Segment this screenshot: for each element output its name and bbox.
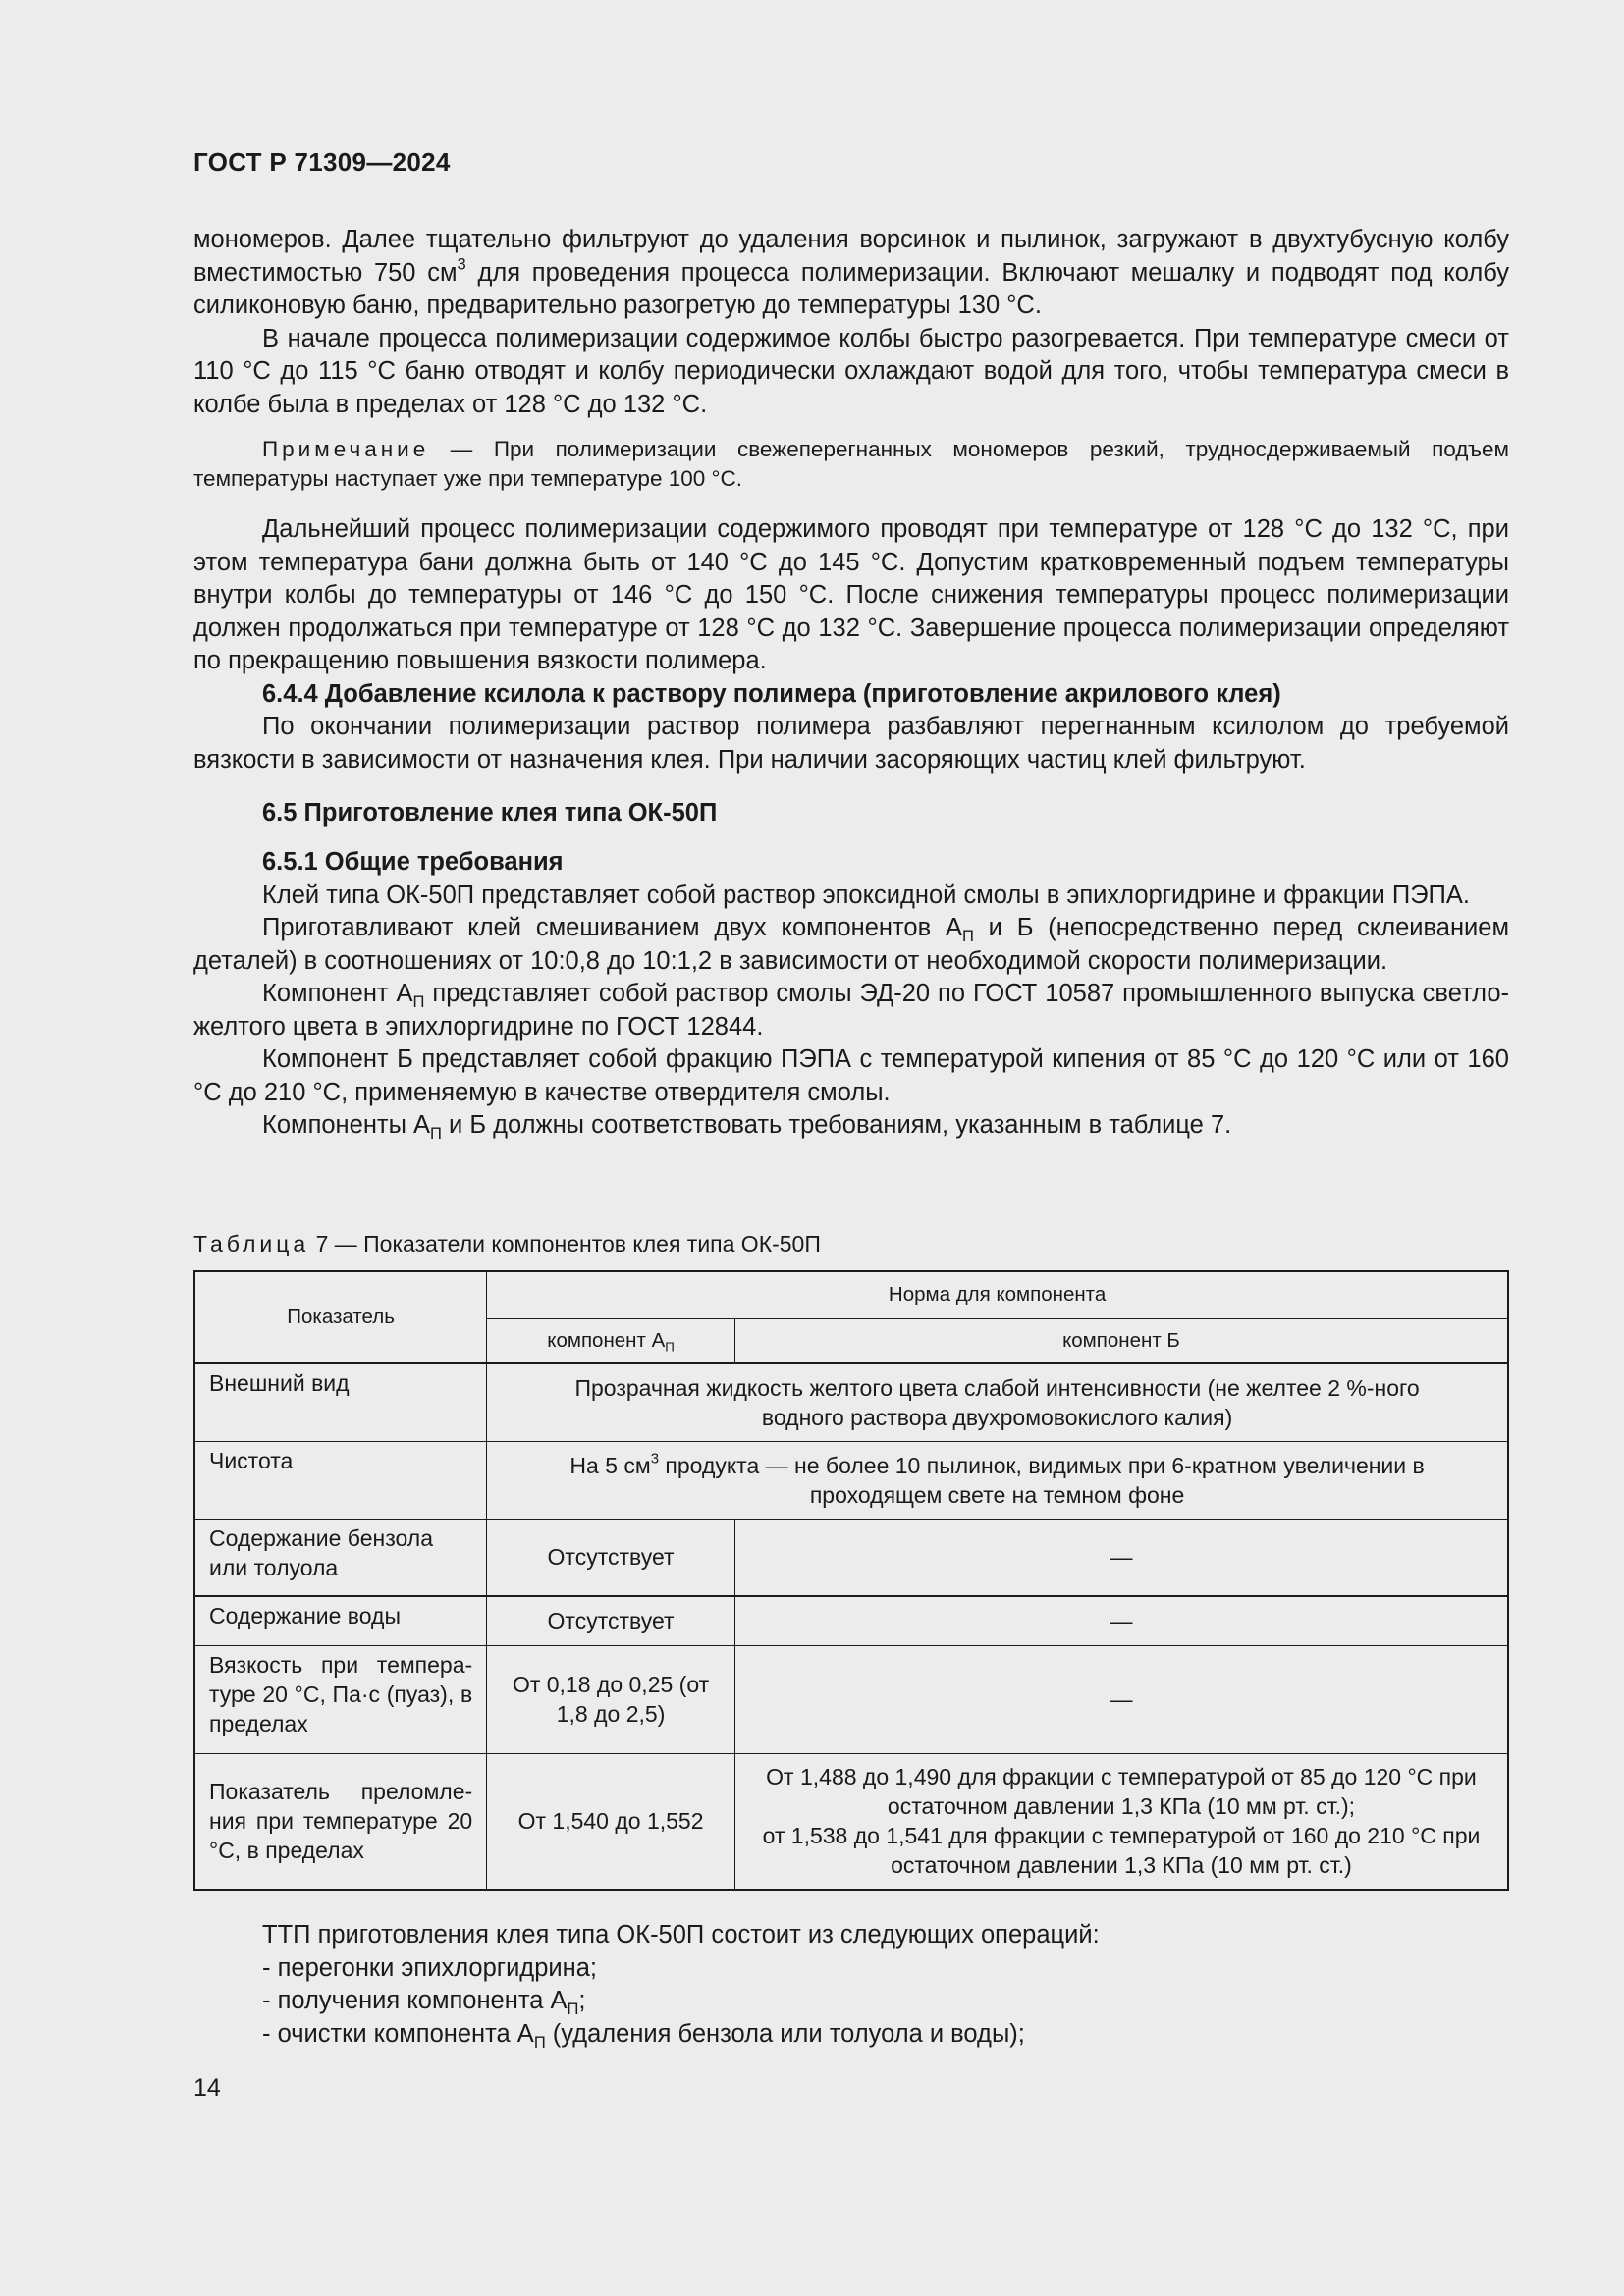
operations-list — [193, 1919, 1509, 2051]
table-caption: Таблица 7 — Показатели компонентов клея типа ОК-50П — [193, 1231, 821, 1256]
paragraph: Приготавливают клей смешиванием двух компонентов $А_П$ и Б (непосредственно перед склеиванием деталей) в соотношениях от 10:0,8 до 10:1,2 в зависимости от необходимой скорости полимеризации. — [193, 914, 1509, 975]
table-row: Содержание бензола или толуола Отсутствует — — [194, 1519, 1508, 1596]
note: Примечание — При полимеризации свежеперегнанных мономеров резкий, трудносдерживаемый подъем температуры наступает уже при температуре 100 °С. — [193, 437, 1509, 491]
section-heading-6-5: 6.5 Приготовление клея типа ОК-50П — [262, 799, 718, 827]
table-7 — [193, 1270, 1509, 1891]
section-heading-6-4-4: 6.4.4 Добавление ксилола к раствору полимера (приготовление акрилового клея) — [262, 679, 1281, 708]
section-6-5-1 — [193, 846, 1509, 1143]
table-row: Вязкость при температуре 20 °С, Па·с (пуаз), в пределах От 0,18 до 0,25 (от 1,8 до 2,5) — — [194, 1645, 1508, 1753]
paragraph: Дальнейший процесс полимеризации содержимого проводят при температуре от 128 °С до 132 °С, при этом температура бани должна быть от 140 °С до 145 °С. Допустим кратковременный подъем температуры внутри колбы до температуры от 146 °С до 150 °С. После снижения температуры процесс полимеризации должен продолжаться при температуре от 128 °С до 132 °С. Завершение процесса полимеризации определяют по прекращению повышения вязкости полимера. — [193, 515, 1509, 674]
table-row: Показатель преломления при температуре 20 °С, в пределах От 1,540 до 1,552 От 1,488 до 1,490 для фракции с температурой от 85 до 120 °С при остаточном давлении 1,3 КПа (10 мм рт. ст.); от 1,538 до 1,541 для фракции с температурой от 160 до 210 °С при остаточном давлении 1,3 КПа (10 мм рт. ст.) — [194, 1753, 1508, 1890]
document-header: ГОСТ Р 71309—2024 — [193, 147, 451, 177]
section-heading-6-5-1: 6.5.1 Общие требования — [262, 848, 564, 876]
list-item: - получения компонента $А_П$; — [262, 1987, 586, 2018]
paragraph: мономеров. Далее тщательно фильтруют до удаления ворсинок и пылинок, загружают в двухтубусную колбу вместимостью 750 $см^3$ для проведения процесса полимеризации. Включают мешалку и подводят под колбу силиконовую баню, предварительно разогретую до температуры 130 °С. — [193, 226, 1509, 319]
table-row: Содержание воды Отсутствует — — [194, 1596, 1508, 1645]
note-label: Примечание — [262, 437, 430, 461]
list-item: - очистки компонента $А_П$ (удаления бензола или толуола и воды); — [262, 2019, 1025, 2052]
section-6-5 — [193, 797, 1509, 830]
header-component-b: компонент Б — [734, 1318, 1508, 1363]
table-row: Внешний вид Прозрачная жидкость желтого цвета слабой интенсивности (не желтее 2 %-ного водного раствора двухромовокислого калия) — [194, 1363, 1508, 1441]
table-row: Чистота На 5 $см^3$ продукта — не более 10 пылинок, видимых при 6-кратном увеличении в проходящем свете на темном фоне — [194, 1441, 1508, 1519]
body-text-top — [193, 224, 1509, 421]
header-indicator: Показатель — [194, 1271, 487, 1363]
body-text-middle — [193, 513, 1509, 776]
paragraph: В начале процесса полимеризации содержимое колбы быстро разогревается. При температуре смеси от 110 °С до 115 °С баню отводят и колбу периодически охлаждают водой для того, чтобы температура смеси в колбе была в пределах от 128 °С до 132 °С. — [193, 324, 1509, 418]
paragraph: Компоненты $А_П$ и Б должны соответствовать требованиям, указанным в таблице 7. — [262, 1111, 1232, 1143]
paragraph: Клей типа ОК-50П представляет собой раствор эпоксидной смолы в эпихлоргидрине и фракции ПЭПА. — [262, 881, 1470, 909]
header-component-a: компонент $А_П$ — [487, 1318, 735, 1363]
paragraph: Компонент Б представляет собой фракцию ПЭПА с температурой кипения от 85 °С до 120 °С или от 160 °С до 210 °С, применяемую в качестве отвердителя смолы. — [193, 1045, 1509, 1106]
paragraph: Компонент $А_П$ представляет собой раствор смолы ЭД-20 по ГОСТ 10587 промышленного выпуска светло-желтого цвета в эпихлоргидрине по ГОСТ 12844. — [193, 980, 1509, 1041]
paragraph: По окончании полимеризации раствор полимера разбавляют перегнанным ксилолом до требуемой вязкости в зависимости от назначения клея. При наличии засоряющих частиц клей фильтруют. — [193, 713, 1509, 774]
paragraph: ТТП приготовления клея типа ОК-50П состоит из следующих операций: — [262, 1921, 1100, 1949]
list-item: - перегонки эпихлоргидрина; — [262, 1953, 597, 1982]
header-norm: Норма для компонента — [487, 1271, 1508, 1318]
page-number: 14 — [193, 2074, 221, 2102]
